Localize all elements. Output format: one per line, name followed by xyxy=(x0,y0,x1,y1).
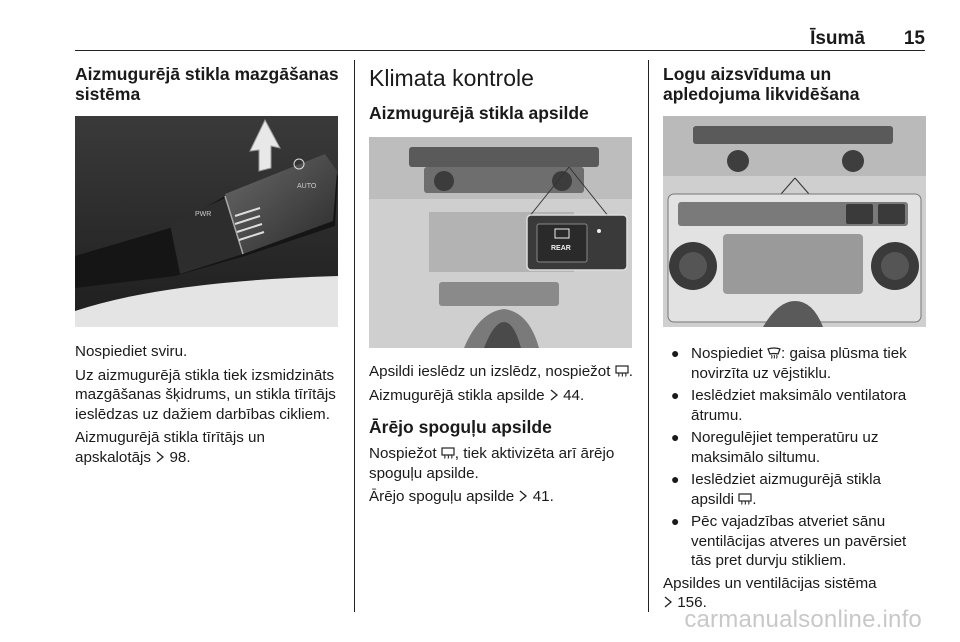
mirror-heating-heading: Ārējo spoguļu apsilde xyxy=(369,417,552,437)
rear-button-label: REAR xyxy=(551,245,571,252)
column-divider-1 xyxy=(354,60,355,612)
reference-text: Aizmugurējā stikla tīrītājs un apskalotājs xyxy=(75,429,265,466)
page-reference-icon xyxy=(155,451,165,463)
bullet: ● xyxy=(671,429,680,445)
column-climate-control xyxy=(369,64,634,507)
step-text: Nospiediet xyxy=(691,345,763,362)
reference-text: Apsildes un ventilācijas sistēma xyxy=(663,574,877,592)
bullet: ● xyxy=(671,471,680,487)
step-text: Ieslēdziet maksimālo ventilatora ātrumu. xyxy=(691,387,907,424)
svg-text:AUTO: AUTO xyxy=(297,183,317,190)
bullet: ● xyxy=(671,513,680,529)
defrost-steps-list xyxy=(663,344,928,571)
wiper-lever-image xyxy=(75,116,338,327)
watermark: carmanualsonline.info xyxy=(684,606,922,633)
mirror-heating-text xyxy=(369,444,634,483)
page-reference-icon xyxy=(663,596,673,608)
column-defrost xyxy=(663,64,928,613)
page-reference-icon xyxy=(518,490,528,502)
header-rule xyxy=(75,50,925,51)
rear-heating-heading: Aizmugurējā stikla apsilde xyxy=(369,103,589,123)
sentence-end: . xyxy=(628,363,633,380)
list-item xyxy=(663,428,928,467)
bullet: ● xyxy=(671,387,680,403)
step-text: Pēc vajadzības atveriet sānu ventilācijas atveres un pavērsiet tās pret durvju stikliem. xyxy=(691,513,907,569)
rear-window-heating-image xyxy=(369,137,632,348)
defrost-heading: Logu aizsvīduma un apledojuma likvidēšana xyxy=(663,64,860,104)
reference-page[interactable]: 156. xyxy=(677,594,707,611)
mirror-heating-reference xyxy=(369,487,634,507)
svg-text:PWR: PWR xyxy=(195,211,212,218)
rear-heating-reference xyxy=(369,386,634,406)
reference-page[interactable]: 41. xyxy=(532,488,554,505)
mirror-heating-text-a: Nospiežot xyxy=(369,445,437,462)
reference-page[interactable]: 44. xyxy=(563,386,585,404)
rear-window-heating-icon xyxy=(441,447,455,460)
list-item xyxy=(663,470,928,509)
list-item xyxy=(663,386,928,425)
rear-heating-text: Apsildi ieslēdz un izslēdz, nospiežot xyxy=(369,363,611,380)
bullet: ● xyxy=(671,345,680,361)
climate-control-title: Klimata kontrole xyxy=(369,65,534,91)
reference-text: Ārējo spoguļu apsilde xyxy=(369,488,515,505)
page-number: 15 xyxy=(903,28,925,49)
step-text: Noregulējiet temperatūru uz maksimālo siltumu. xyxy=(691,429,879,466)
rear-washer-reference xyxy=(75,428,340,467)
rear-window-heating-icon xyxy=(615,365,629,378)
rear-heating-toggle-text xyxy=(369,362,634,382)
list-item xyxy=(663,344,928,383)
windscreen-defrost-icon xyxy=(767,347,781,360)
page-reference-icon xyxy=(549,389,559,401)
step-text: Ieslēdziet aizmugurējā stikla apsildi xyxy=(691,471,881,508)
reference-page[interactable]: 98. xyxy=(169,448,191,466)
column-divider-2 xyxy=(648,60,649,612)
page-header xyxy=(75,28,925,50)
column-rear-washer xyxy=(75,64,340,467)
rear-washer-step1: Nospiediet sviru. xyxy=(75,343,188,360)
reference-text: Aizmugurējā stikla apsilde xyxy=(369,386,545,404)
rear-washer-description: Uz aizmugurējā stikla tiek izsmidzināts mazgāšanas šķidrums, un stikla tīrītājs ieslēdzas uz dažiem darbības cikliem. xyxy=(75,366,336,423)
list-item xyxy=(663,512,928,571)
step-text: : gaisa plūsma tiek novirzīta uz vējstiklu. xyxy=(691,345,907,382)
climate-panel-image xyxy=(663,116,926,327)
mirror-heating-text-b: , tiek aktivizēta arī ārējo spoguļu apsilde. xyxy=(369,445,615,482)
rear-washer-heading: Aizmugurējā stikla mazgāšanas sistēma xyxy=(75,64,339,104)
step-text: . xyxy=(752,490,757,508)
rear-window-heating-icon xyxy=(738,493,752,506)
section-title: Īsumā xyxy=(810,28,865,49)
